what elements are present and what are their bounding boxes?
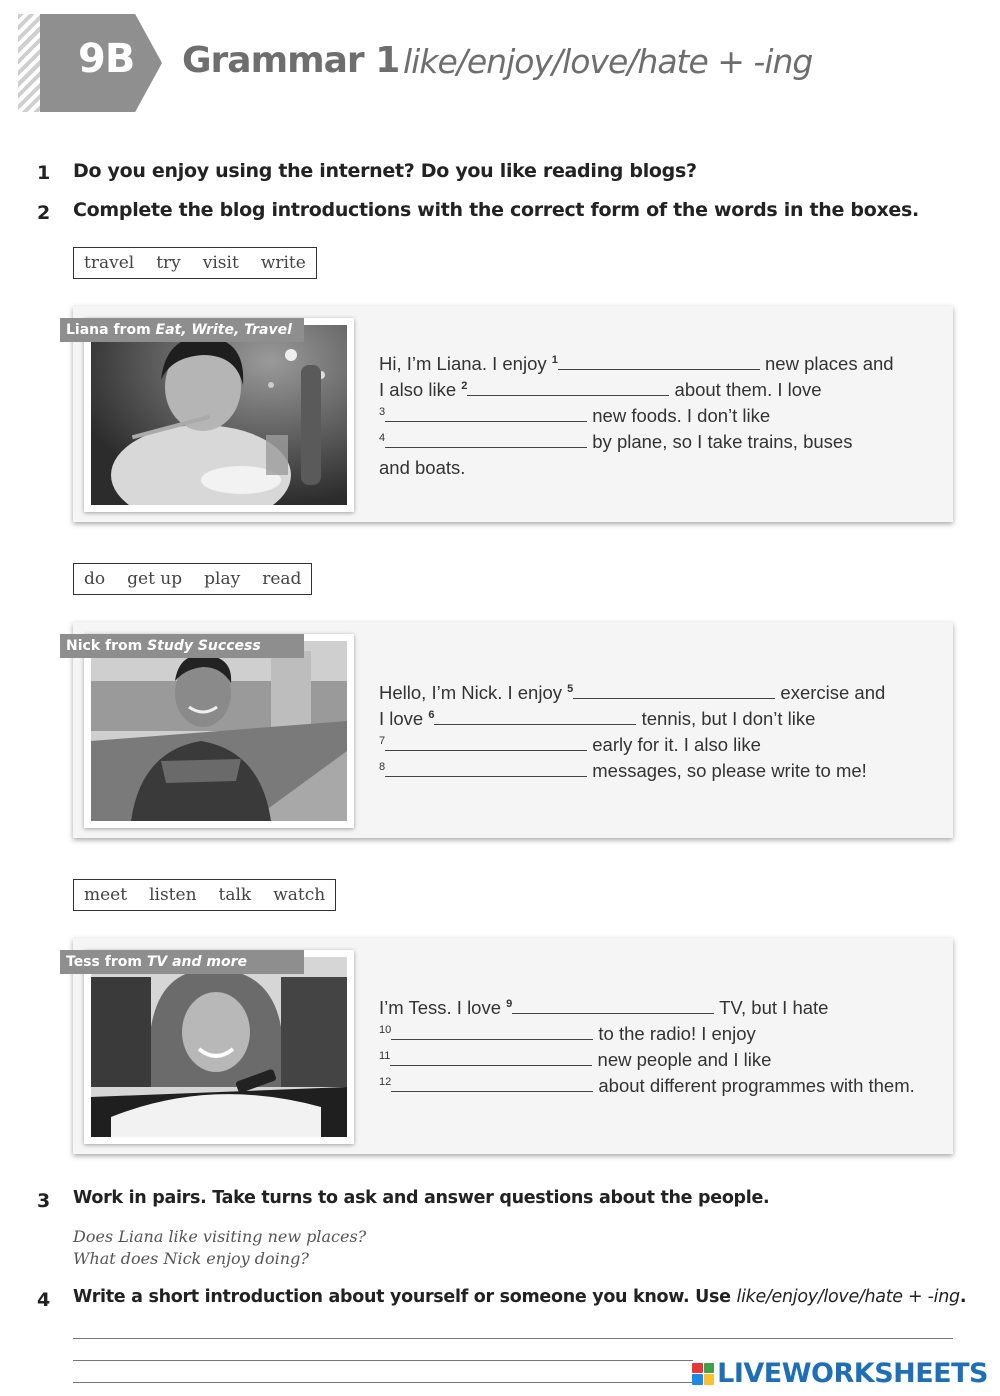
blog-tag-tess: Tess from TV and more <box>60 950 304 974</box>
writing-line[interactable] <box>73 1338 953 1339</box>
liveworksheets-logo: LIVEWORKSHEETS <box>692 1358 988 1389</box>
example-questions <box>73 1226 366 1270</box>
answer-blank-3[interactable] <box>385 403 587 422</box>
example-question: Does Liana like visiting new places? <box>73 1227 367 1246</box>
page-subtitle: like/enjoy/love/hate + -ing <box>403 42 813 81</box>
word-item: get up <box>127 569 183 589</box>
word-item: meet <box>84 885 128 905</box>
question-4-text: Write a short introduction about yourself or someone you know. Use like/enjoy/love/hate + -ing. <box>73 1287 967 1307</box>
word-box-2 <box>73 563 312 595</box>
word-item: read <box>262 569 302 589</box>
answer-blank-1[interactable] <box>558 351 760 370</box>
word-item: do <box>84 569 106 589</box>
word-item: write <box>260 253 306 273</box>
writing-line[interactable] <box>73 1360 693 1361</box>
answer-blank-9[interactable] <box>512 995 714 1014</box>
answer-blank-12[interactable] <box>391 1073 593 1092</box>
question-1-text: Do you enjoy using the internet? Do you like reading blogs? <box>73 160 697 182</box>
question-1-number: 1 <box>37 162 51 184</box>
blog-text-nick: Hello, I’m Nick. I enjoy $^5$ exercise and I love $^6$ tennis, but I don’t like $^7$ early for it. I also like $^8$ messages, so please write to me! <box>379 682 886 781</box>
answer-blank-4[interactable] <box>385 429 587 448</box>
unit-code: 9B <box>78 36 135 82</box>
answer-blank-7[interactable] <box>385 732 587 751</box>
word-item: travel <box>84 253 135 273</box>
word-box-1 <box>73 247 317 279</box>
example-question: What does Nick enjoy doing? <box>73 1249 309 1268</box>
blog-text-tess: I’m Tess. I love $^9$ TV, but I hate $^{10}$ to the radio! I enjoy $^{11}$ new people and I like $^{12}$ about different programmes with them. <box>379 997 915 1096</box>
answer-blank-6[interactable] <box>434 706 636 725</box>
question-3-number: 3 <box>37 1190 51 1212</box>
photo-nick <box>91 641 347 821</box>
blog-tag-liana: Liana from Eat, Write, Travel <box>60 318 304 342</box>
question-2-number: 2 <box>37 202 51 224</box>
word-item: watch <box>273 885 326 905</box>
answer-blank-2[interactable] <box>467 377 669 396</box>
word-item: try <box>156 253 181 273</box>
question-4-number: 4 <box>37 1289 51 1311</box>
writing-line[interactable] <box>73 1382 693 1383</box>
word-item: listen <box>149 885 197 905</box>
blog-tag-nick: Nick from Study Success <box>60 634 304 658</box>
word-box-3 <box>73 879 336 911</box>
word-item: play <box>204 569 241 589</box>
blog-text-liana: Hi, I’m Liana. I enjoy $^1$ new places and I also like $^2$ about them. I love $^3$ new foods. I don’t like $^4$ by plane, so I take trains, buses and boats. <box>379 353 894 478</box>
photo-liana <box>91 325 347 505</box>
word-item: talk <box>218 885 252 905</box>
word-item: visit <box>202 253 239 273</box>
photo-tess <box>91 957 347 1137</box>
question-2-text: Complete the blog introductions with the correct form of the words in the boxes. <box>73 199 919 221</box>
answer-blank-11[interactable] <box>390 1047 592 1066</box>
answer-blank-8[interactable] <box>385 758 587 777</box>
answer-blank-5[interactable] <box>573 680 775 699</box>
logo-mark-icon <box>692 1363 714 1385</box>
question-3-text: Work in pairs. Take turns to ask and answer questions about the people. <box>73 1188 770 1208</box>
answer-blank-10[interactable] <box>391 1021 593 1040</box>
page-title: Grammar 1 <box>182 40 400 81</box>
